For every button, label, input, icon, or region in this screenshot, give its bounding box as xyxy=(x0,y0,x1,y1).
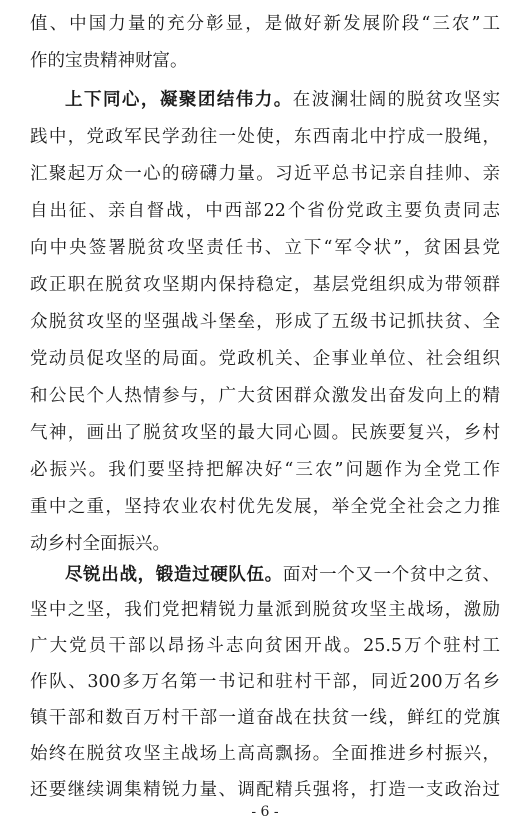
paragraph-3-heading: 尽锐出战，锻造过硬队伍。 xyxy=(65,565,283,585)
paragraph-2-heading: 上下同心，凝聚团结伟力。 xyxy=(65,90,293,110)
paragraph-1-line-1: 值、中国力量的充分彰显，是做好新发展阶段“三农”工 xyxy=(30,14,500,34)
paragraph-3-line-5: 镇干部和数百万村干部一道奋战在扶贫一线，鲜红的党旗 xyxy=(30,708,500,728)
page-number: - 6 - xyxy=(251,804,279,820)
paragraph-3-line-6: 始终在脱贫攻坚主战场上高高飘扬。全面推进乡村振兴， xyxy=(30,744,500,764)
paragraph-2-line-9: 和公民个人热情参与，广大贫困群众激发出奋发向上的精 xyxy=(30,386,500,406)
paragraph-3-line-3: 广大党员干部以昂扬斗志向贫困开战。25.5万个驻村工 xyxy=(30,636,500,656)
paragraph-2-line-3: 汇聚起万众一心的磅礴力量。习近平总书记亲自挂帅、亲 xyxy=(30,164,500,184)
paragraph-3-line-7: 还要继续调集精锐力量、调配精兵强将，打造一支政治过 xyxy=(30,780,500,800)
paragraph-2-line-6: 政正职在脱贫攻坚期内保持稳定，基层党组织成为带领群 xyxy=(30,275,500,295)
paragraph-2-line-5: 向中央签署脱贫攻坚责任书、立下“军令状”，贫困县党 xyxy=(30,238,500,258)
paragraph-2-line-1 xyxy=(65,89,500,111)
paragraph-2-line-4: 自出征、亲自督战，中西部22个省份党政主要负责同志 xyxy=(30,201,500,221)
paragraph-3-line-2: 坚中之坚，我们党把精锐力量派到脱贫攻坚主战场，激励 xyxy=(30,600,500,620)
paragraph-2-line-11: 必振兴。我们要坚持把解决好“三农”问题作为全党工作 xyxy=(30,460,500,480)
paragraph-2-line-10: 气神，画出了脱贫攻坚的最大同心圆。民族要复兴，乡村 xyxy=(30,423,500,443)
paragraph-2-line-1-text: 在波澜壮阔的脱贫攻坚实 xyxy=(292,90,501,110)
paragraph-1-line-2: 作的宝贵精神财富。 xyxy=(30,51,188,71)
paragraph-2-line-7: 众脱贫攻坚的坚强战斗堡垒，形成了五级书记抓扶贫、全 xyxy=(30,312,500,332)
paragraph-2-line-13: 动乡村全面振兴。 xyxy=(30,534,170,554)
paragraph-2-line-8: 党动员促攻坚的局面。党政机关、企事业单位、社会组织 xyxy=(30,349,500,369)
paragraph-2-line-2: 践中，党政军民学劲往一处使，东西南北中拧成一股绳， xyxy=(30,127,500,147)
paragraph-2-line-12: 重中之重，坚持农业农村优先发展，举全党全社会之力推 xyxy=(30,497,500,517)
paragraph-3-line-1 xyxy=(65,564,500,586)
paragraph-3-line-1-text: 面对一个又一个贫中之贫、 xyxy=(282,565,501,585)
paragraph-3-line-4: 作队、300多万名第一书记和驻村干部，同近200万名乡 xyxy=(30,672,500,692)
